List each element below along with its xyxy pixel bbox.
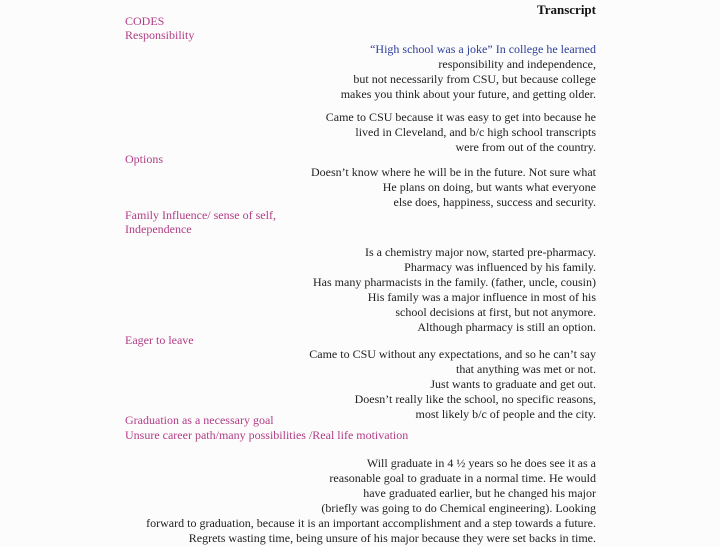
code-label-responsibility: Responsibility <box>125 28 195 42</box>
code-label-options: Options <box>125 152 164 166</box>
transcript-line: were from out of the country. <box>455 140 596 154</box>
transcript-line: responsibility and independence, <box>438 57 596 71</box>
transcript-line: Doesn’t really like the school, no specific reasons, <box>354 392 596 406</box>
transcript-line: reasonable goal to graduate in a normal time. He would <box>329 471 596 485</box>
transcript-paragraph-family <box>313 245 596 335</box>
transcript-line: He plans on doing, but wants what everyone <box>382 180 596 194</box>
transcript-line: His family was a major influence in most of his <box>367 290 596 304</box>
code-label-graduation-goal: Graduation as a necessary goal <box>125 413 274 427</box>
transcript-line: forward to graduation, because it is an important accomplishment and a step towards a future. <box>146 516 596 530</box>
transcript-line: Came to CSU without any expectations, and so he can’t say <box>309 347 596 361</box>
transcript-paragraph-responsibility <box>341 42 596 102</box>
transcript-line: Will graduate in 4 ½ years so he does see it as a <box>366 456 596 470</box>
transcript-line: that anything was met or not. <box>456 362 596 376</box>
transcript-line: else does, happiness, success and security. <box>393 195 596 209</box>
transcript-line: Regrets wasting time, being unsure of his major because they were set backs in time. <box>188 531 596 545</box>
transcript-line: Although pharmacy is still an option. <box>417 320 596 334</box>
transcript-line: (briefly was going to do Chemical engineering). Looking <box>321 501 596 515</box>
transcript-line: Has many pharmacists in the family. (father, uncle, cousin) <box>313 275 596 289</box>
transcript-line: Doesn’t know where he will be in the future. Not sure what <box>310 165 596 179</box>
transcript-line: lived in Cleveland, and b/c high school transcripts <box>355 125 596 139</box>
code-label-independence: Independence <box>125 222 192 236</box>
transcript-line: Is a chemistry major now, started pre-pharmacy. <box>364 245 596 259</box>
code-label-codes: CODES <box>125 14 165 28</box>
code-label-family-influence: Family Influence/ sense of self, <box>125 208 276 222</box>
transcript-line: Came to CSU because it was easy to get into because he <box>325 110 596 124</box>
transcript-line: Pharmacy was influenced by his family. <box>404 260 596 274</box>
transcript-line: Just wants to graduate and get out. <box>430 377 596 391</box>
transcript-paragraph-eager <box>309 347 596 422</box>
transcript-line: most likely b/c of people and the city. <box>415 407 596 421</box>
transcript-paragraph-csu-choice <box>326 110 596 155</box>
transcript-paragraph-graduation <box>146 456 596 546</box>
code-label-eager-to-leave: Eager to leave <box>125 333 194 347</box>
page-title: Transcript <box>537 2 596 17</box>
transcript-line: “High school was a joke” In college he learned <box>370 42 596 56</box>
transcript-line: makes you think about your future, and getting older. <box>340 87 596 101</box>
transcript-line: but not necessarily from CSU, but because college <box>353 72 596 86</box>
code-label-unsure-career: Unsure career path/many possibilities /Real life motivation <box>125 428 409 442</box>
transcript-line: school decisions at first, but not anymore. <box>395 305 596 319</box>
transcript-line: have graduated earlier, but he changed his major <box>363 486 596 500</box>
transcript-paragraph-options <box>311 165 596 210</box>
